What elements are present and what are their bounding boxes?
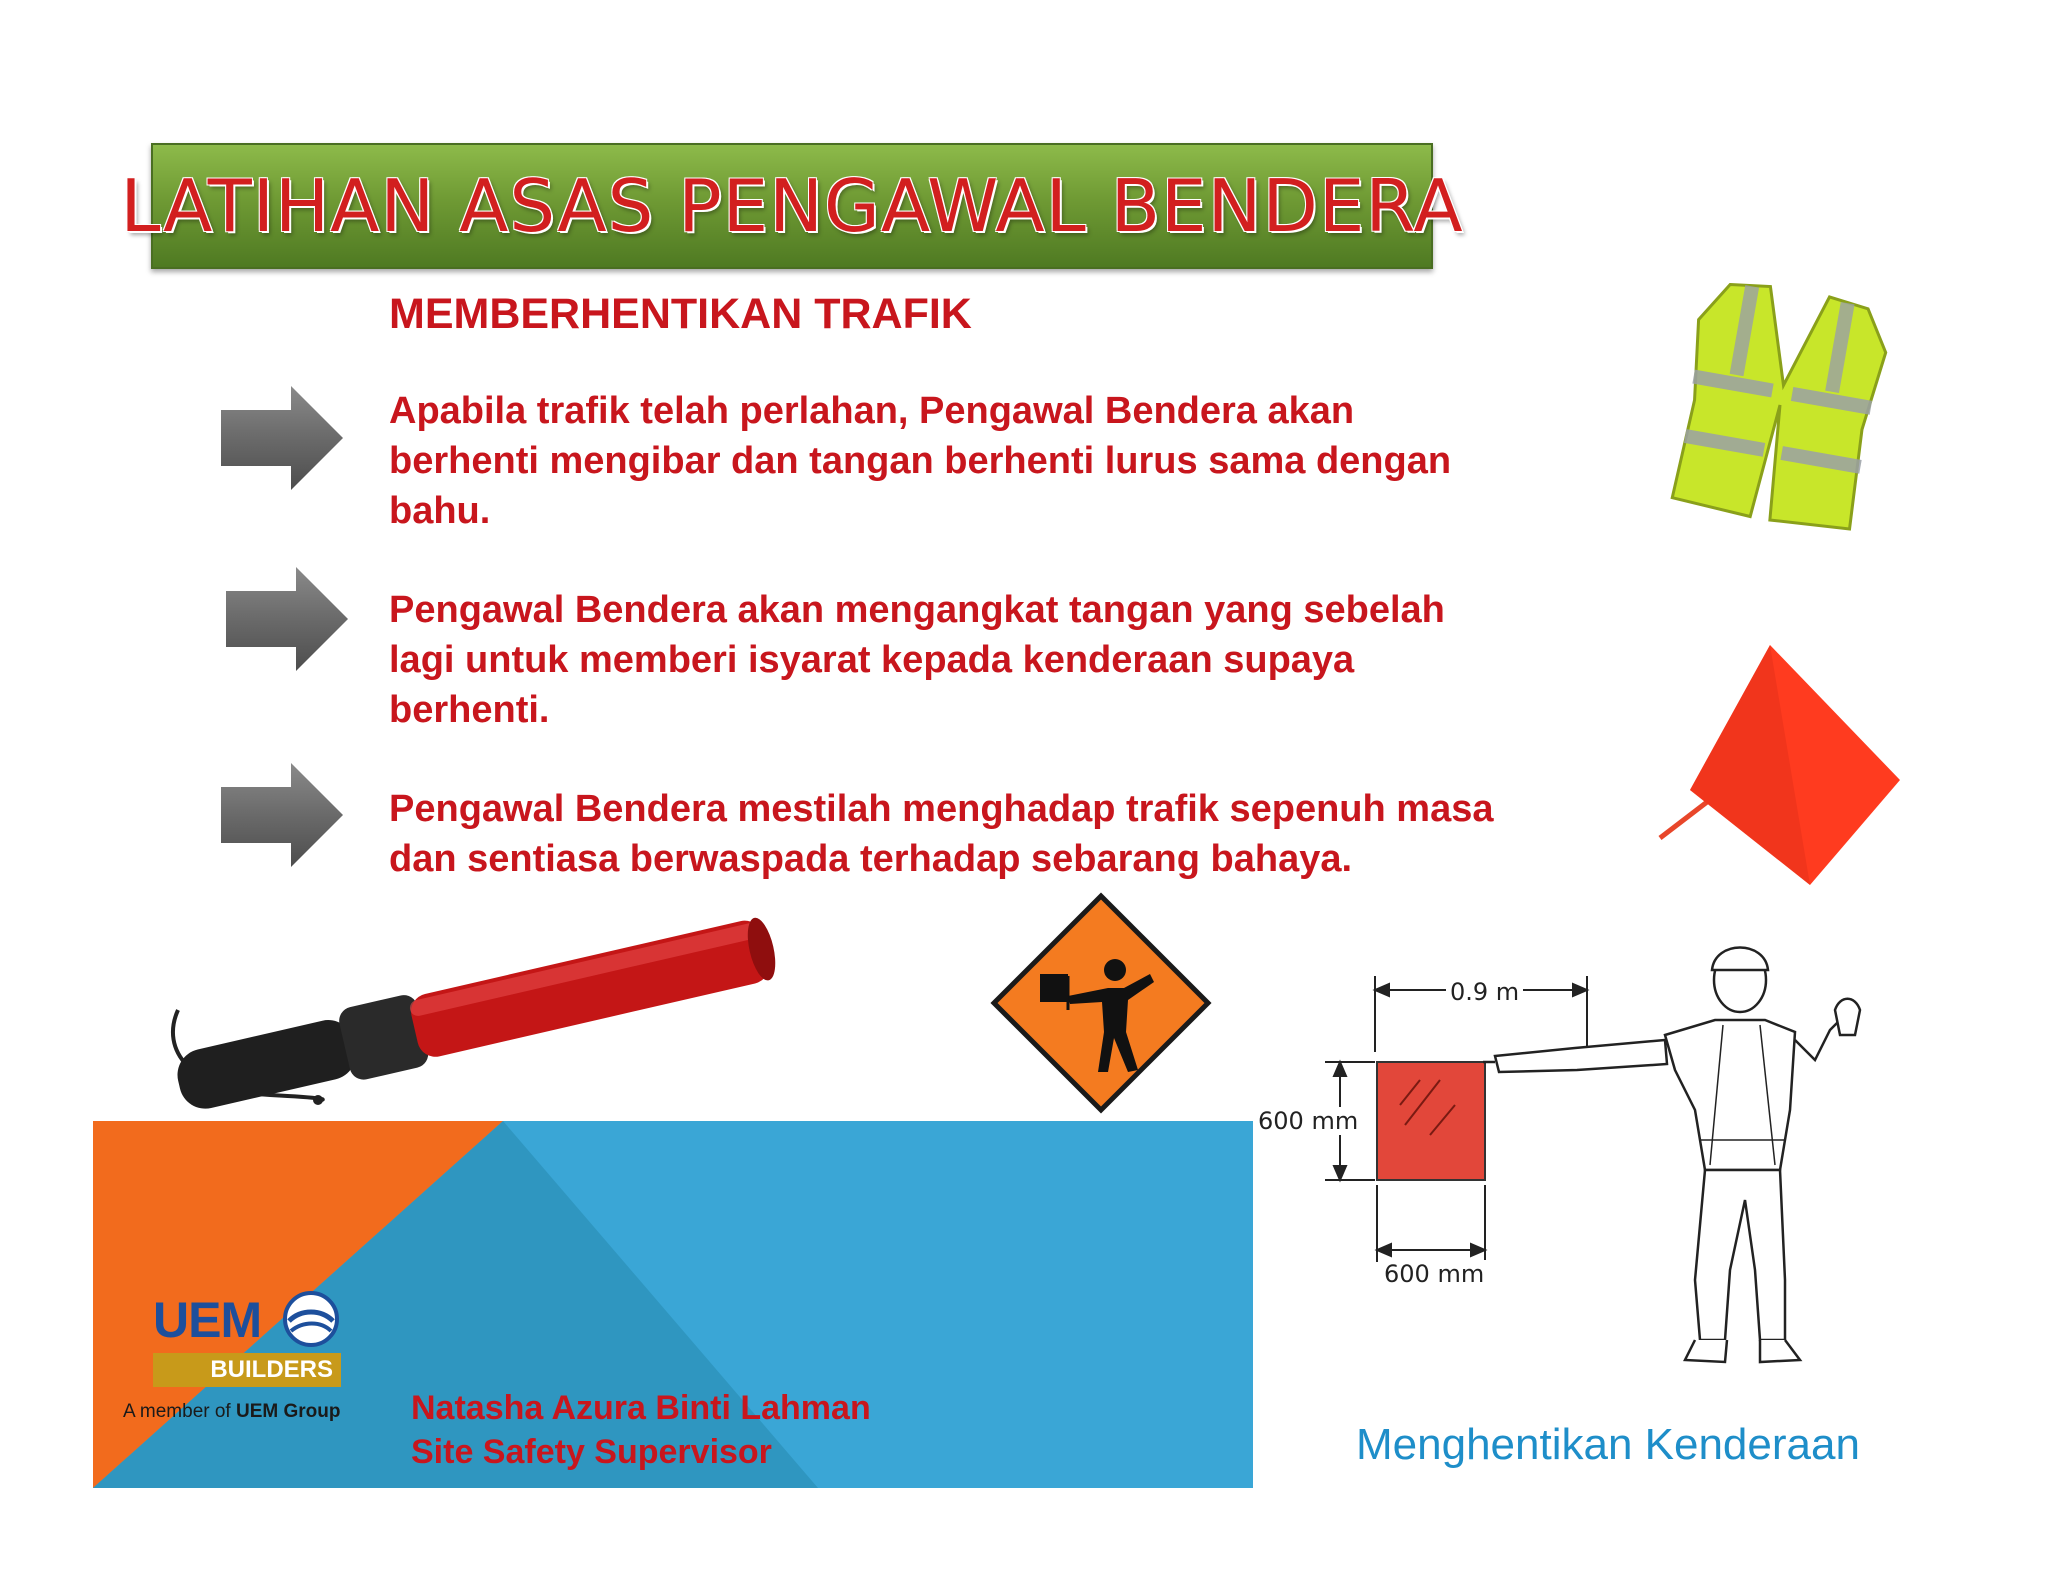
dim-height-label: 600 mm — [1254, 1107, 1362, 1135]
presenter-name: Natasha Azura Binti Lahman — [411, 1389, 871, 1427]
logo-brand: UEM — [153, 1292, 262, 1348]
bullet-1 — [389, 386, 1619, 536]
arrow-right-icon — [219, 384, 345, 492]
red-flag-icon — [1655, 640, 1905, 890]
presenter-role: Site Safety Supervisor — [411, 1433, 772, 1471]
bullet-line: Pengawal Bendera mestilah menghadap trafik sepenuh masa — [389, 788, 1494, 830]
title-banner — [120, 143, 1464, 269]
bullet-line: dan sentiasa berwaspada terhadap sebarang bahaya. — [389, 838, 1353, 880]
uem-logo — [123, 1291, 383, 1422]
bullet-line: bahu. — [389, 490, 491, 532]
bullet-3 — [389, 784, 1619, 884]
dim-width-label: 600 mm — [1380, 1260, 1488, 1288]
bottom-banner — [93, 1121, 1253, 1488]
traffic-baton-icon — [150, 890, 800, 1120]
flagger-sign-icon — [990, 892, 1212, 1114]
bullet-line: Apabila trafik telah perlahan, Pengawal Bendera akan — [389, 390, 1355, 432]
bullet-line: lagi untuk memberi isyarat kepada kenderaan supaya — [389, 639, 1355, 681]
flagger-figure-icon — [1255, 940, 1895, 1400]
section-heading: MEMBERHENTIKAN TRAFIK — [389, 290, 972, 338]
safety-vest-icon — [1640, 265, 1920, 545]
bullet-line: berhenti mengibar dan tangan berhenti lurus sama dengan — [389, 440, 1452, 482]
arrow-right-icon — [219, 761, 345, 869]
bullet-2 — [389, 585, 1619, 735]
diagram-caption: Menghentikan Kenderaan — [1356, 1420, 1860, 1469]
dim-arm-label: 0.9 m — [1446, 978, 1523, 1006]
bullet-line: Pengawal Bendera akan mengangkat tangan yang sebelah — [389, 589, 1445, 631]
logo-sub: BUILDERS — [153, 1353, 341, 1387]
bullet-line: berhenti. — [389, 689, 550, 731]
logo-tagline: A member of UEM Group — [123, 1401, 341, 1422]
arrow-right-icon — [224, 565, 350, 673]
uem-globe-icon — [281, 1291, 341, 1347]
page-title: LATIHAN ASAS PENGAWAL BENDERA — [120, 164, 1464, 248]
